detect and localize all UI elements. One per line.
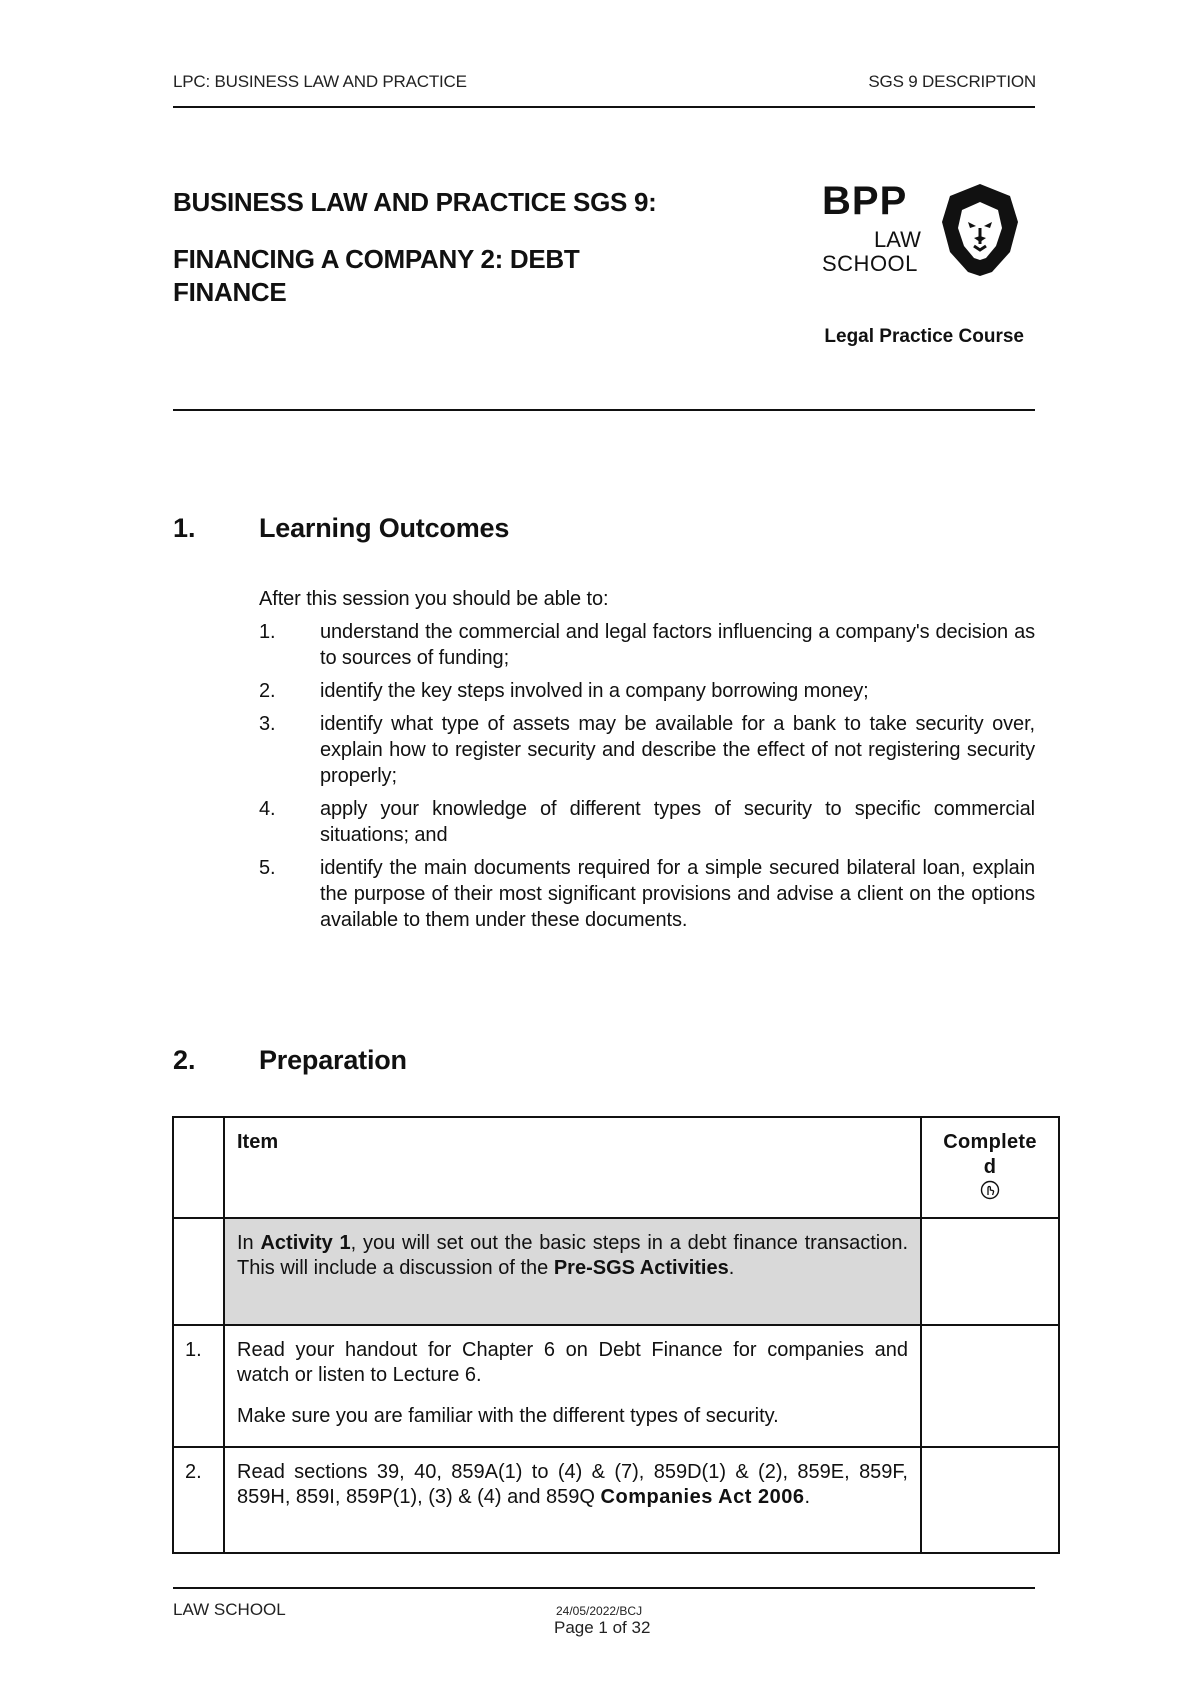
section-2-number: 2. [173,1045,196,1075]
course-name: Legal Practice Course [824,326,1024,347]
completed-cell [921,1447,1059,1553]
footer-left: LAW SCHOOL [173,1600,286,1619]
running-header-left: LPC: BUSINESS LAW AND PRACTICE [173,72,467,91]
logo-brand: BPP [822,179,908,223]
preparation-item-cell [224,1447,921,1553]
title-divider [173,409,1035,411]
preparation-table [172,1116,1060,1554]
section-1-number: 1. [173,513,196,543]
header-divider [173,106,1035,108]
list-item-number: 3. [259,713,276,735]
table-row [173,1325,1059,1447]
outcomes-intro: After this session you should be able to: [259,588,609,610]
list-item [259,796,1035,848]
list-item-number: 4. [259,798,276,820]
cell-text: , you will set out the basic steps in a debt finance transaction. This will include a discussion of the [237,1232,908,1279]
running-header-right: SGS 9 DESCRIPTION [868,72,1036,91]
row-number-cell [173,1218,224,1325]
row-number-cell: 2. [173,1447,224,1553]
list-item-number: 5. [259,857,276,879]
cell-paragraph: Read your handout for Chapter 6 on Debt Finance for companies and watch or listen to Lecture 6. [237,1339,908,1386]
list-item-text: apply your knowledge of different types of security to specific commercial situations; and [320,798,1035,846]
header-completed-line-2: d [983,1156,997,1178]
table-header-completed [921,1117,1059,1218]
cell-text: Read sections 39, 40, 859A(1) to (4) & (7), 859D(1) & (2), 859E, 859F, 859H, 859I, 859P(1), (3) & (4) and 859Q [237,1461,908,1508]
list-item-number: 1. [259,621,276,643]
table-header-item: Item [224,1117,921,1218]
lion-head-icon [940,182,1020,278]
footer-divider [173,1587,1035,1589]
table-row [173,1447,1059,1553]
list-item-text: identify the key steps involved in a company borrowing money; [320,680,869,702]
preparation-item-cell [224,1325,921,1447]
table-header-row [173,1117,1059,1218]
list-item [259,855,1035,933]
title-line-3: FINANCE [173,277,287,307]
table-header-blank [173,1117,224,1218]
title-line-1: BUSINESS LAW AND PRACTICE SGS 9: [173,187,657,217]
section-1-title: Learning Outcomes [259,513,510,543]
cell-text: In [237,1232,261,1254]
learning-outcomes-list [259,619,1035,940]
cell-text: . [728,1257,735,1279]
list-item [259,619,1035,671]
cell-text: . [804,1486,811,1508]
logo-line-law: LAW [874,227,921,252]
row-number-cell: 1. [173,1325,224,1447]
bpp-law-school-logo [822,180,1022,284]
footer-reference: 24/05/2022/BCJ [556,1604,643,1618]
pointer-hand-icon [980,1180,1000,1200]
page-number: Page 1 of 32 [554,1618,651,1637]
cell-paragraph: Make sure you are familiar with the different types of security. [237,1405,779,1427]
header-completed-line-1: Complete [943,1131,1037,1153]
list-item-text: understand the commercial and legal factors influencing a company's decision as to sources of funding; [320,621,1035,669]
list-item-number: 2. [259,680,276,702]
activity-intro-cell [224,1218,921,1325]
list-item [259,678,1035,704]
section-2-title: Preparation [259,1045,407,1075]
list-item [259,711,1035,789]
completed-cell [921,1325,1059,1447]
table-row [173,1218,1059,1325]
activity-label: Activity 1 [260,1232,351,1254]
pre-sgs-label: Pre-SGS Activities [553,1257,729,1279]
completed-cell [921,1218,1059,1325]
list-item-text: identify the main documents required for a simple secured bilateral loan, explain the purpose of their most significant provisions and advise a client on the options available to them under these documents. [320,857,1035,931]
statute-name: Companies Act 2006 [600,1486,805,1508]
title-line-2: FINANCING A COMPANY 2: DEBT [173,244,580,274]
document-title [173,186,657,309]
logo-line-school: SCHOOL [822,251,918,276]
list-item-text: identify what type of assets may be available for a bank to take security over, explain how to register security and describe the effect of not registering security properly; [320,713,1035,787]
